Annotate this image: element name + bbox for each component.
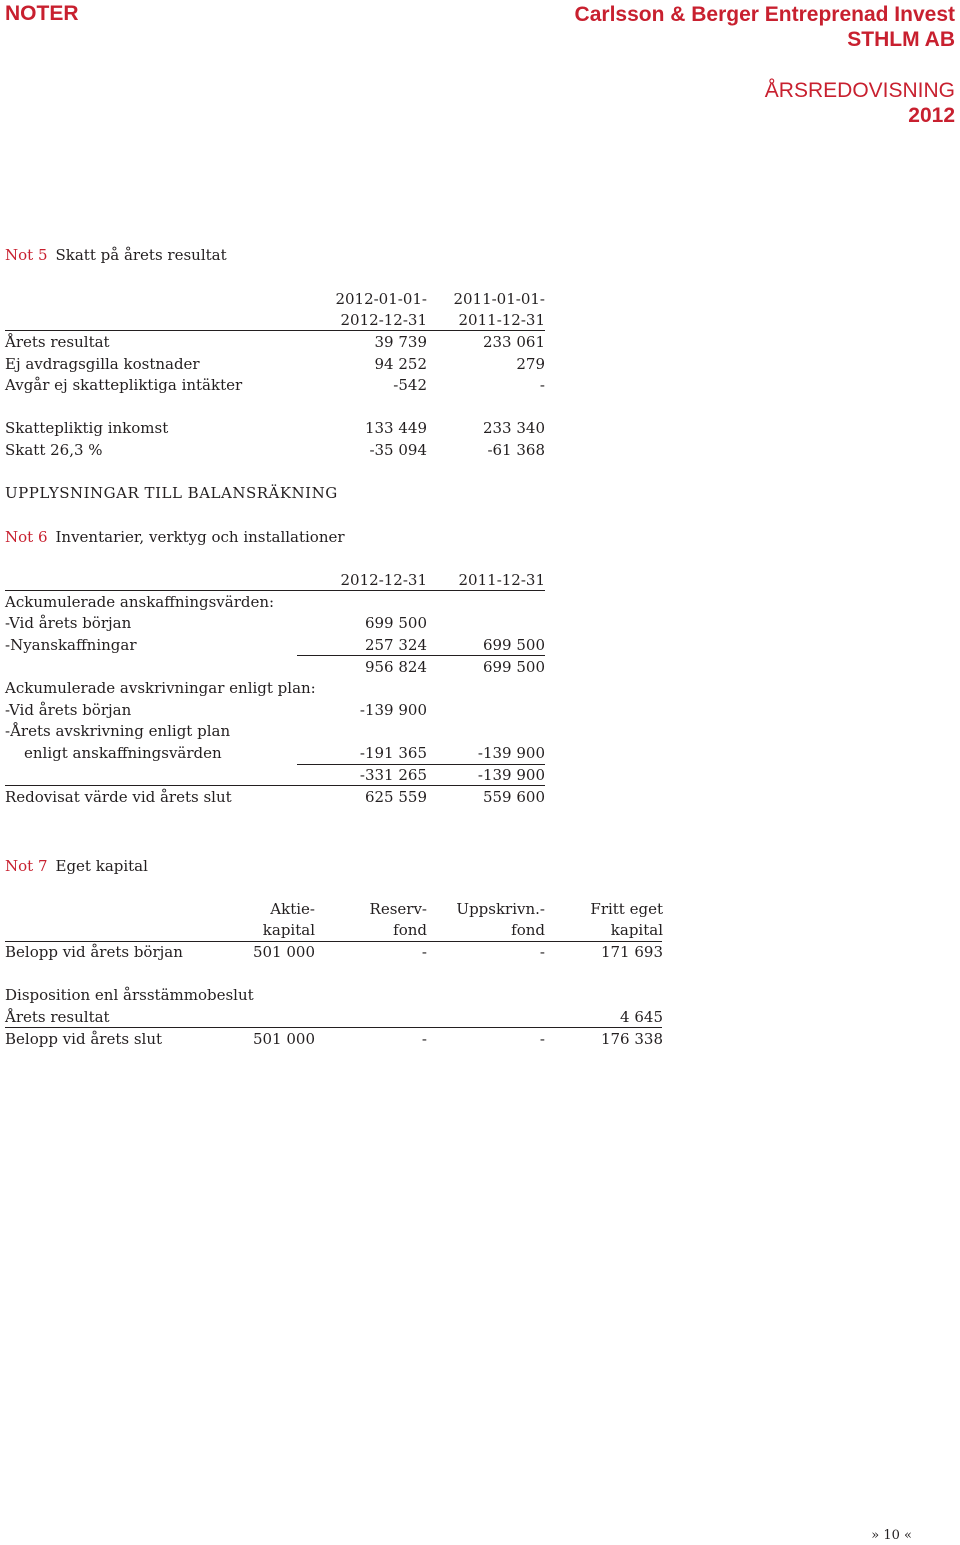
- row-label: Disposition enl årsstämmobeslut: [5, 986, 254, 1004]
- value-aktiekapital: 501 000: [252, 1030, 315, 1048]
- row-label: -Vid årets början: [5, 701, 132, 719]
- value-2012: 133 449: [364, 419, 427, 437]
- note6-col-2012: 2012-12-31: [340, 571, 427, 589]
- total-rule: [5, 1027, 662, 1028]
- company-name-line1: Carlsson & Berger Entreprenad Invest: [574, 3, 955, 26]
- note6-number: Not 6: [5, 528, 48, 546]
- value-2012: -331 265: [359, 766, 427, 784]
- note5-col-2011-end: 2011-12-31: [458, 311, 545, 329]
- value-2012: -139 900: [359, 701, 427, 719]
- value-2012: -35 094: [369, 441, 427, 459]
- row-label: Skattepliktig inkomst: [5, 419, 169, 437]
- value-2011: 559 600: [482, 788, 545, 806]
- subtotal-rule: [297, 655, 545, 656]
- col-reservfond: fond: [393, 921, 427, 939]
- note6-title: [5, 527, 345, 548]
- note7-number: Not 7: [5, 857, 48, 875]
- value-uppskrivningsfond: -: [539, 1030, 545, 1048]
- page-number: » 10 «: [871, 1528, 912, 1543]
- col-reservfond: Reserv-: [369, 900, 427, 918]
- row-label: -Vid årets början: [5, 614, 132, 632]
- row-label: -Årets avskrivning enligt plan: [5, 722, 231, 740]
- value-reservfond: -: [421, 1030, 427, 1048]
- note5-col-2012-start: 2012-01-01-: [335, 290, 427, 308]
- company-name-line2: STHLM AB: [847, 28, 955, 51]
- value-2012: 94 252: [374, 355, 427, 373]
- value-fritt-eget-kapital: 171 693: [600, 943, 663, 961]
- value-fritt-eget-kapital: 4 645: [620, 1008, 663, 1026]
- value-2012: 39 739: [374, 333, 427, 351]
- col-uppskrivningsfond: Uppskrivn.-: [456, 900, 545, 918]
- value-reservfond: -: [421, 943, 427, 961]
- note5-col-2012-end: 2012-12-31: [340, 311, 427, 329]
- col-aktiekapital: Aktie-: [270, 900, 315, 918]
- note6-header-rule: [5, 590, 545, 591]
- row-label: Skatt 26,3 %: [5, 441, 103, 459]
- value-2011: -139 900: [477, 766, 545, 784]
- value-2012: -191 365: [359, 744, 427, 762]
- report-year: 2012: [908, 104, 955, 127]
- value-2011: 279: [516, 355, 545, 373]
- row-label: Ej avdragsgilla kostnader: [5, 355, 200, 373]
- value-2012: 257 324: [364, 636, 427, 654]
- row-label: -Nyanskaffningar: [5, 636, 137, 654]
- total-rule: [5, 785, 545, 786]
- value-2012: 956 824: [364, 658, 427, 676]
- report-title: [555, 78, 955, 128]
- value-2011: 699 500: [482, 658, 545, 676]
- note5-number: Not 5: [5, 246, 48, 264]
- value-2012: 625 559: [364, 788, 427, 806]
- value-2011: -61 368: [487, 441, 545, 459]
- col-fritt-eget-kapital: kapital: [610, 921, 663, 939]
- note5-title-text: Skatt på årets resultat: [55, 246, 227, 264]
- value-2011: -139 900: [477, 744, 545, 762]
- row-label: Redovisat värde vid årets slut: [5, 788, 232, 806]
- row-label: Årets resultat: [5, 333, 110, 351]
- value-2012: -542: [393, 376, 427, 394]
- value-2011: 233 340: [482, 419, 545, 437]
- row-label: Ackumulerade avskrivningar enligt plan:: [5, 679, 316, 697]
- col-fritt-eget-kapital: Fritt eget: [590, 900, 663, 918]
- note5-title: [5, 245, 227, 266]
- value-aktiekapital: 501 000: [252, 943, 315, 961]
- row-label: enligt anskaffningsvärden: [24, 744, 222, 762]
- section-title: NOTER: [5, 2, 79, 25]
- value-2011: 699 500: [482, 636, 545, 654]
- note5-col-2011-start: 2011-01-01-: [453, 290, 545, 308]
- col-uppskrivningsfond: fond: [511, 921, 545, 939]
- note7-title-text: Eget kapital: [55, 857, 148, 875]
- row-label: Belopp vid årets början: [5, 943, 183, 961]
- row-label: Årets resultat: [5, 1008, 110, 1026]
- value-2012: 699 500: [364, 614, 427, 632]
- note7-title: [5, 856, 148, 877]
- row-label: Avgår ej skattepliktiga intäkter: [5, 376, 243, 394]
- value-2011: 233 061: [482, 333, 545, 351]
- balance-sheet-heading: UPPLYSNINGAR TILL BALANSRÄKNING: [5, 484, 338, 502]
- value-2011: -: [539, 376, 545, 394]
- note6-col-2011: 2011-12-31: [458, 571, 545, 589]
- row-label: Ackumulerade anskaffningsvärden:: [5, 593, 275, 611]
- note5-header-rule: [5, 330, 545, 331]
- value-uppskrivningsfond: -: [539, 943, 545, 961]
- note6-title-text: Inventarier, verktyg och installationer: [55, 528, 345, 546]
- value-fritt-eget-kapital: 176 338: [600, 1030, 663, 1048]
- col-aktiekapital: kapital: [262, 921, 315, 939]
- company-name: [555, 2, 955, 52]
- report-title-text: ÅRSREDOVISNING: [764, 79, 955, 102]
- row-label: Belopp vid årets slut: [5, 1030, 163, 1048]
